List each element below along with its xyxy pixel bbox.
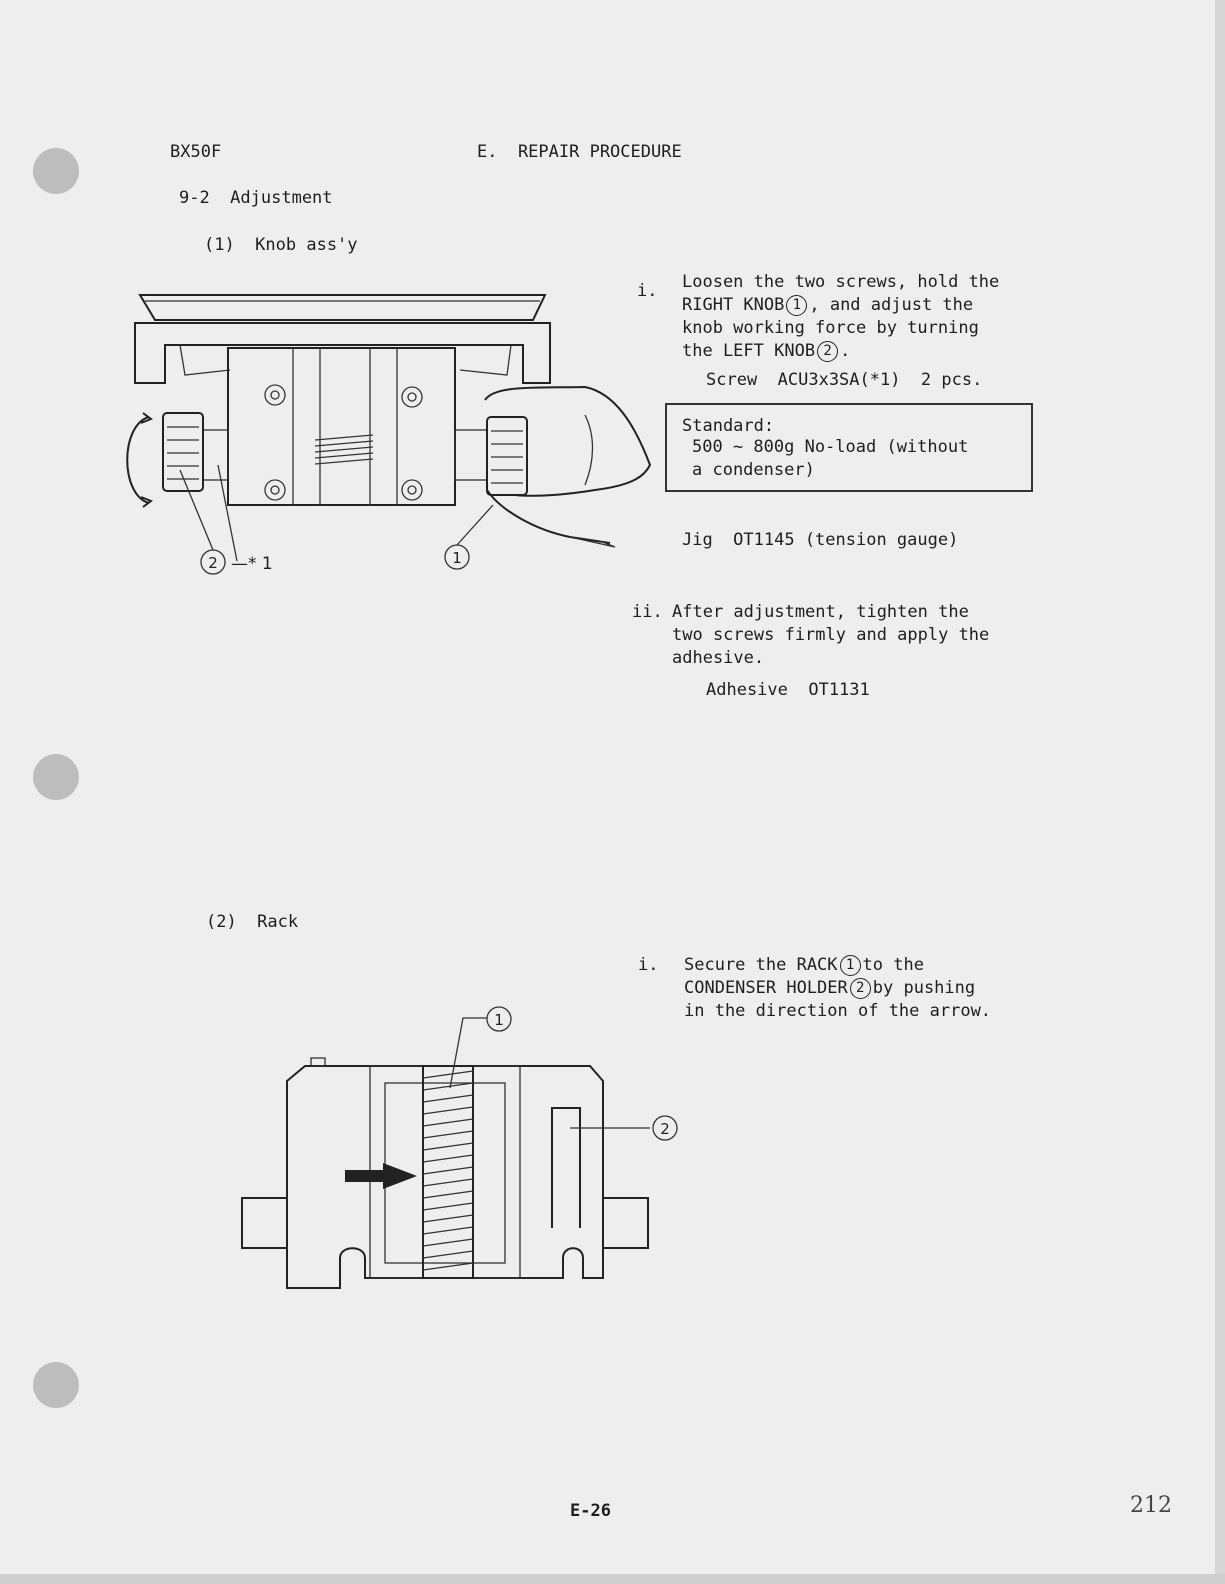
step-marker: i. xyxy=(638,955,659,975)
figure-callout-screw: —* 1 xyxy=(231,554,273,574)
screw-spec: Screw ACU3x3SA(*1) 2 pcs. xyxy=(706,370,983,390)
jig-spec: Jig OT1145 (tension gauge) xyxy=(682,530,959,550)
instruction-line: Loosen the two screws, hold the xyxy=(682,272,1000,292)
instruction-line: Secure the RACK 1 to the xyxy=(684,955,924,975)
binder-hole xyxy=(33,754,79,800)
figure-callout-knob1: 1 xyxy=(452,549,462,567)
section-title: 9-2 Adjustment xyxy=(179,188,333,208)
binder-hole xyxy=(33,1362,79,1408)
knob-heading: (1) Knob ass'y xyxy=(204,235,358,255)
page-number: E-26 xyxy=(570,1501,611,1521)
knob-assembly-figure xyxy=(115,285,655,595)
model-name: BX50F xyxy=(170,142,222,162)
callout-number: 1 xyxy=(840,955,861,976)
step-marker: ii. xyxy=(632,602,663,622)
instruction-line: knob working force by turning xyxy=(682,318,979,338)
section-header: E. REPAIR PROCEDURE xyxy=(477,142,682,162)
figure-callout-knob2: 2 xyxy=(208,554,218,572)
instruction-line: adhesive. xyxy=(672,648,765,668)
instruction-line: in the direction of the arrow. xyxy=(684,1001,992,1021)
figure-callout-holder: 2 xyxy=(660,1120,670,1138)
rack-figure xyxy=(235,1003,695,1293)
step-marker: i. xyxy=(637,281,658,301)
standard-label: Standard: xyxy=(682,416,775,436)
binder-hole xyxy=(33,148,79,194)
instruction-line: RIGHT KNOB 1 , and adjust the xyxy=(682,295,974,315)
instruction-line: CONDENSER HOLDER 2 by pushing xyxy=(684,978,976,998)
callout-number: 1 xyxy=(786,295,807,316)
standard-value: 500 ~ 800g No-load (without xyxy=(692,437,969,457)
callout-number: 2 xyxy=(817,341,838,362)
instruction-line: After adjustment, tighten the xyxy=(672,602,969,622)
rack-heading: (2) Rack xyxy=(206,912,299,932)
adhesive-spec: Adhesive OT1131 xyxy=(706,680,870,700)
callout-number: 2 xyxy=(850,978,871,999)
instruction-line: the LEFT KNOB 2 . xyxy=(682,341,851,361)
standard-value: a condenser) xyxy=(692,460,815,480)
page-edge xyxy=(0,1574,1225,1584)
figure-callout-rack: 1 xyxy=(494,1011,504,1029)
page-edge xyxy=(1215,0,1225,1584)
handwritten-number: 212 xyxy=(1130,1493,1172,1518)
instruction-line: two screws firmly and apply the xyxy=(672,625,990,645)
